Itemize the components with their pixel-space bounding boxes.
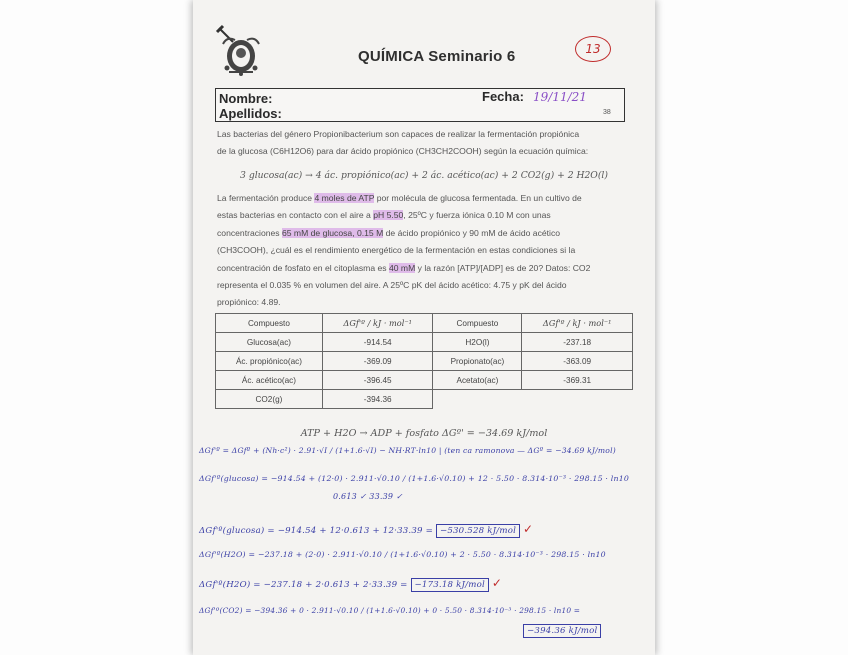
- check-mark-icon: ✓: [491, 576, 503, 590]
- fecha-value: 19/11/21: [533, 90, 587, 104]
- grade-circle-mark: 13: [575, 36, 611, 62]
- handwritten-co2-result: [523, 626, 601, 636]
- table-cell: Propionato(ac): [433, 352, 522, 371]
- nombre-label: Nombre:: [219, 91, 273, 106]
- highlight: 4 moles de ATP: [314, 193, 375, 203]
- table-cell: -237.18: [522, 333, 633, 352]
- university-crest-logo: [213, 22, 269, 78]
- body-line-2: estas bacterias en contacto con el aire a pH 5.50, 25ºC y fuerza iónica 0.10 M con unas: [217, 210, 551, 221]
- table-row: [216, 371, 633, 390]
- intro-line-2: de la glucosa (C6H12O6) para dar ácido propiónico (CH3CH2COOH) según la ecuación química:: [217, 146, 589, 157]
- col-header: Compuesto: [433, 314, 522, 333]
- table-header-row: [216, 314, 633, 333]
- boxed-answer: −530.528 kJ/mol: [436, 524, 520, 538]
- handwritten-water-setup: ΔGf'º(H2O) = −237.18 + (2·0) · 2.911·√0.10 / (1+1.6·√0.10) + 2 · 5.50 · 8.314·10⁻³ · 298.15 · ln10: [199, 550, 606, 559]
- highlight: pH 5.50: [373, 210, 404, 221]
- table-cell: Acetato(ac): [433, 371, 522, 390]
- intro-line-1: Las bacterias del género Propionibacterium son capaces de realizar la fermentación propiónica: [217, 129, 580, 139]
- handwritten-glucose-result: ΔGf'º(glucosa) = −914.54 + 12·0.613 + 12·33.39 = −530.528 kJ/mol ✓: [199, 522, 534, 536]
- table-cell: -363.09: [522, 352, 633, 371]
- boxed-answer: −173.18 kJ/mol: [411, 578, 489, 592]
- table-cell: CO2(g): [216, 390, 323, 409]
- table-row: [216, 390, 633, 409]
- handwritten-water-result: ΔGf'º(H2O) = −237.18 + 2·0.613 + 2·33.39 = −173.18 kJ/mol ✓: [199, 576, 503, 590]
- body-line-1: La fermentación produce 4 moles de ATP por molécula de glucosa fermentada. En un cultivo de: [217, 193, 582, 203]
- page-number: 38: [603, 109, 611, 116]
- body-line-3: concentraciones 65 mM de glucosa, 0.15 M de ácido propiónico y 90 mM de ácido acético: [217, 227, 561, 238]
- handwritten-intermediate-results: 0.613 ✓ 33.39 ✓: [333, 492, 403, 501]
- apellidos-label: Apellidos:: [219, 106, 282, 121]
- problem-intro: [217, 126, 629, 161]
- table-cell: H2O(l): [433, 333, 522, 352]
- table-cell: -369.09: [322, 352, 433, 371]
- table-cell: Ác. acético(ac): [216, 371, 323, 390]
- table-cell: -396.45: [322, 371, 433, 390]
- fermentation-reaction: 3 glucosa(ac) → 4 ác. propiónico(ac) + 2 ác. acético(ac) + 2 CO2(g) + 2 H2O(l): [240, 170, 608, 181]
- highlight: 40 mM: [388, 262, 416, 273]
- worksheet-page: [193, 0, 655, 655]
- table-row: [216, 352, 633, 371]
- problem-body: [217, 190, 629, 312]
- table-cell: -369.31: [522, 371, 633, 390]
- thermodynamic-data-table: [215, 313, 633, 409]
- fecha-label: Fecha:: [482, 89, 524, 104]
- highlight: 65 mM de glucosa, 0.15 M: [281, 227, 384, 238]
- boxed-answer: −394.36 kJ/mol: [523, 624, 601, 638]
- table-cell: Ác. propiónico(ac): [216, 352, 323, 371]
- table-cell: -914.54: [322, 333, 433, 352]
- table-cell-empty: [433, 390, 522, 409]
- col-header: ΔGf'º / kJ · mol⁻¹: [522, 314, 633, 333]
- handwritten-co2-setup: ΔGf'º(CO2) = −394.36 + 0 · 2.911·√0.10 / (1+1.6·√0.10) + 0 · 5.50 · 8.314·10⁻³ · 298.15 · ln10 =: [199, 606, 581, 615]
- col-header: Compuesto: [216, 314, 323, 333]
- body-line-4: (CH3COOH), ¿cuál es el rendimiento energético de la fermentación en estas condiciones si la: [217, 245, 576, 256]
- handwritten-glucose-setup: ΔGf'º(glucosa) = −914.54 + (12·0) · 2.911·√0.10 / (1+1.6·√0.10) + 12 · 5.50 · 8.314·10⁻³ · 298.15 · ln10: [199, 474, 630, 483]
- col-header: ΔGf'º / kJ · mol⁻¹: [322, 314, 433, 333]
- body-line-6: representa el 0.035 % en volumen del aire. A 25ºC pK del ácido acético: 4.75 y pK del ácido: [217, 280, 567, 291]
- table-row: [216, 333, 633, 352]
- handwritten-formula: ΔGf'º = ΔGfº + (Nh·c²) · 2.91·√I / (1+1.6·√I) − NH·RT·ln10 | (ten ca ramonova — ΔGº = −34.69 kJ/mol): [199, 446, 616, 455]
- body-line-5: concentración de fosfato en el citoplasma es 40 mM y la razón [ATP]/[ADP] es de 20? Datos: CO2: [217, 262, 591, 273]
- body-line-7: propiónico: 4.89.: [217, 297, 281, 308]
- page-title: QUÍMICA Seminario 6: [358, 48, 516, 65]
- check-mark-icon: ✓: [522, 522, 534, 536]
- table-cell: -394.36: [322, 390, 433, 409]
- atp-hydrolysis-equation: ATP + H2O → ADP + fosfato ΔGº' = −34.69 kJ/mol: [300, 428, 548, 439]
- table-cell: Glucosa(ac): [216, 333, 323, 352]
- table-cell-empty: [522, 390, 633, 409]
